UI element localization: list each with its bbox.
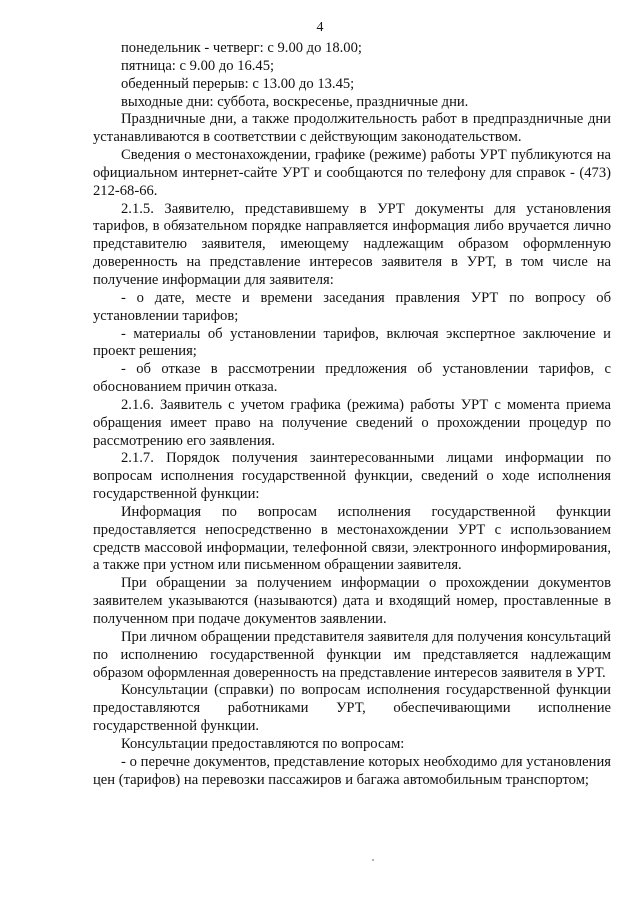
- list-item-document-list: - о перечне документов, представление которых необходимо для установления цен (тарифов) на перевозки пассажиров и багажа автомобильным транспортом;: [93, 753, 611, 788]
- paragraph-document-status: При обращении за получением информации о прохождении документов заявителем указываются (называются) дата и входящий номер, проставленные в полученном при подаче документов заявлении.: [93, 575, 611, 627]
- paragraph-contact-info: Сведения о местонахождении, графике (режиме) работы УРТ публикуются на официальном интернет-сайте УРТ и сообщаются по телефону для справок - (473) 212-68-66.: [93, 147, 611, 199]
- schedule-friday: пятница: с 9.00 до 16.45;: [121, 57, 275, 74]
- paragraph-personal-visit: При личном обращении представителя заявителя для получения консультаций по исполнению государственной функции им представляется надлежащим образом оформленная доверенность на представление интересов заявителя в УРТ.: [93, 628, 611, 681]
- paragraph-2-1-7: 2.1.7. Порядок получения заинтересованными лицами информации по вопросам исполнения государственной функции, сведений о ходе исполнения государственной функции:: [93, 450, 611, 503]
- list-item-materials: - материалы об установлении тарифов, включая экспертное заключение и проект решения;: [93, 325, 611, 360]
- scan-speck: [372, 859, 374, 861]
- list-item-refusal: - об отказе в рассмотрении предложения об установлении тарифов, с обоснованием причин отказа.: [93, 361, 611, 396]
- paragraph-consultations-staff: Консультации (справки) по вопросам исполнения государственной функции предоставляются работниками УРТ, обеспечивающими исполнение государственной функции.: [93, 682, 611, 735]
- page-number: 4: [316, 20, 324, 35]
- document-body: [93, 40, 611, 789]
- paragraph-2-1-5: 2.1.5. Заявителю, представившему в УРТ документы для установления тарифов, в обязательном порядке направляется информация либо вручается лично представителю заявителя, имеющему надлежащим образом оформленную доверенность на представление интересов заявителя в УРТ, в том числе на получение информации для заявителя:: [93, 200, 611, 288]
- paragraph-information: Информация по вопросам исполнения государственной функции предоставляется непосредственно в местонахождении УРТ с использованием средств массовой информации, телефонной связи, электронного информирования, а также при устном или письменном обращении заявителя.: [93, 503, 611, 574]
- paragraph-2-1-6: 2.1.6. Заявитель с учетом графика (режима) работы УРТ с момента приема обращения имеет право на получение сведений о прохождении процедур по рассмотрению его заявления.: [93, 396, 611, 449]
- paragraph-holidays: Праздничные дни, а также продолжительность работ в предпраздничные дни устанавливаются в соответствии с действующим законодательством.: [93, 111, 611, 146]
- paragraph-consultation-topics: Консультации предоставляются по вопросам:: [121, 735, 405, 752]
- schedule-lunch-break: обеденный перерыв: с 13.00 до 13.45;: [121, 75, 355, 92]
- list-item-meeting-date: - о дате, месте и времени заседания правления УРТ по вопросу об установлении тарифов;: [93, 289, 611, 324]
- schedule-days-off: выходные дни: суббота, воскресенье, праздничные дни.: [121, 93, 469, 110]
- schedule-mon-thu: понедельник - четверг: с 9.00 до 18.00;: [121, 40, 362, 56]
